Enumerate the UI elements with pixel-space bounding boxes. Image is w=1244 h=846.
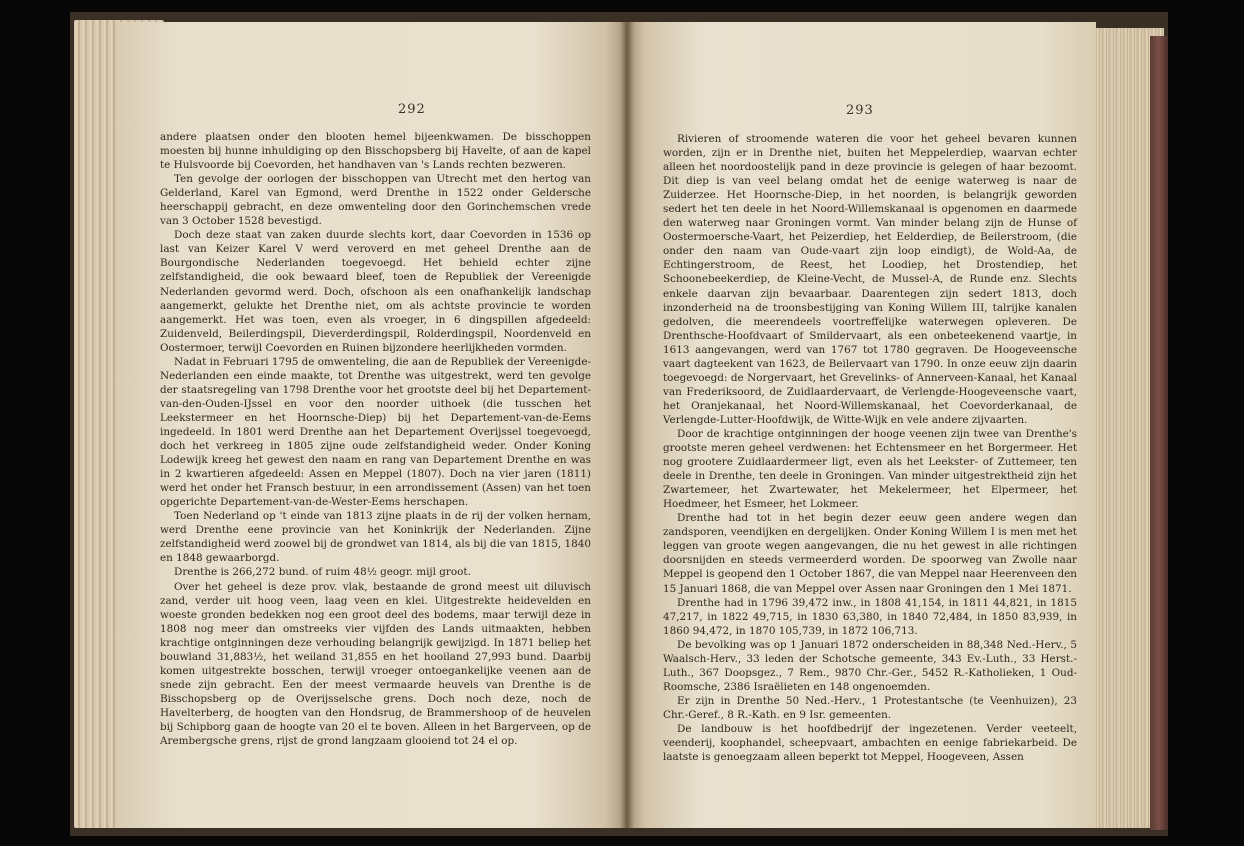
book-gutter bbox=[620, 22, 634, 828]
paragraph: Er zijn in Drenthe 50 Ned.-Herv., 1 Protestantsche (te Veenhuizen), 23 Chr.-Geref., 8 R.-Kath. en 9 Isr. gemeenten. bbox=[663, 694, 1077, 721]
paragraph: Drenthe had tot in het begin dezer eeuw geen andere wegen dan zandsporen, veendijken en dergelijken. Onder Koning Willem I is men met het leggen van groote wegen aangevangen, die nu het gewest in alle richtingen doorsnijden en steeds vermeerderd worden. De spoorweg van Zwolle naar Meppel is geopend den 1 October 1867, die van Meppel naar Heerenveen den 15 Januari 1868, die van Meppel over Assen naar Groningen den 1 Mei 1871. bbox=[663, 512, 1077, 595]
left-page-text bbox=[160, 130, 591, 748]
paragraph: Rivieren of stroomende wateren die voor het geheel bevaren kunnen worden, zijn er in Drenthe niet, buiten het Meppelerdiep, waarvan echter alleen het noordoostelijk pand in deze provincie is gelegen of haar bezoomt. Dit diep is van veel belang omdat het de eenige waterweg is naar de Zuiderzee. Het Hoornsche-Diep, in het noorden, is belangrijk geworden sedert het ten deele in het Noord-Willemskanaal is opgenomen en daarmede den waterweg naar Groningen vormt. Van minder belang zijn de Hunse of Oostermoersche-Vaart, het Peizerdiep, het Eelderdiep, de Beilerstroom, (die onder den naam van Oude-vaart zijn loop eindigt), de Wold-Aa, de Echtingerstroom, de Reest, het Loodiep, het Drostendiep, het Schoonebeekerdiep, de Kleine-Vecht, de Mussel-A, de Runde enz. Slechts enkele daarvan zijn bevaarbaar. Daarentegen zijn sedert 1813, doch inzonderheid na de troonsbestijging van Koning Willem III, talrijke kanalen gedolven, die meerendeels voortreffelijke waterwegen opleveren. De Drenthsche-Hoofdvaart of Smildervaart, als een onbeteekenend vaartje, in 1613 aangevangen, werd van 1767 tot 1780 gegraven. De Hoogeveensche vaart dagteekent van 1623, de Beilervaart van 1790. In onze eeuw zijn daarin toegevoegd: de Norgervaart, het Grevelinks- of Annerveen-Kanaal, het Kanaal van Frederiksoord, de Zuidlaardervaart, de Verlengde-Hoogeveensche vaart, het Oranjekanaal, het Noord-Willemskanaal, het Coevorderkanaal, de Verlengde-Lutter-Hoofdwijk, de Witte-Wijk en vele andere zijvaarten. bbox=[663, 133, 1077, 426]
paragraph: Door de krachtige ontginningen der hooge veenen zijn twee van Drenthe's grootste meren geheel verdwenen: het Echtensmeer en het Borgermeer. Het nog grootere Zuidlaardermeer ligt, even als het Leekster- of Zuttemeer, ten deele in Drenthe, ten deele in Groningen. Van minder uitgestrektheid zijn het Zwartemeer, het Zwartewater, het Mekelermeer, het Elpermeer, het Hoedmeer, het Esmeer, het Lokmeer. bbox=[663, 427, 1077, 511]
paragraph: Nadat in Februari 1795 de omwenteling, die aan de Republiek der Vereenigde-Nederlanden een einde maakte, tot Drenthe was uitgestrekt, werd ten gevolge der staatsregeling van 1798 Drenthe voor het grootste deel bij het Departement-van-den-Ouden-IJssel en voor den noorder uithoek (die tusschen het Leekstermeer en het Hoornsche-Diep) bij het Departement-van-de-Eems ingedeeld. In 1801 werd Drenthe aan het Departement Overijssel toegevoegd, doch het verkreeg in 1805 zijne oude zelfstandigheid weder. Onder Koning Lodewijk kreeg het gewest den naam en rang van Departement Drenthe en was in 2 kwartieren afgedeeld: Assen en Meppel (1807). Doch na vier jaren (1811) werd het onder het Fransch bestuur, in een arrondissement (Assen) van het toen opgerichte Departement-van-de-Wester-Eems herschapen. bbox=[160, 355, 591, 509]
right-page-number: 293 bbox=[846, 103, 874, 118]
paragraph: Toen Nederland op 't einde van 1813 zijne plaats in de rij der volken hernam, werd Drenthe eene provincie van het Koninkrijk der Nederlanden. Zijne zelfstandigheid werd zoowel bij de grondwet van 1814, als bij die van 1815, 1840 en 1848 gewaarborgd. bbox=[160, 510, 591, 565]
paragraph: Doch deze staat van zaken duurde slechts kort, daar Coevorden in 1536 op last van Keizer Karel V werd veroverd en met geheel Drenthe aan de Bourgondische Nederlanden toegevoegd. Het behield echter zijne zelfstandigheid, die ook bewaard bleef, toen de Republiek der Vereenigde Nederlanden gevormd werd. Doch, ofschoon als een onafhankelijk landschap aangemerkt, gelukte het Drenthe niet, om als achtste provincie te worden aangemerkt. Het was toen, even als vroeger, in 6 dingspillen afgedeeld: Zuidenveld, Beilerdingspil, Dieverderdingspil, Rolderdingspil, Noordenveld en Oostermoer, terwijl Coevorden en Ruinen bijzondere heerlijkheden vormden. bbox=[160, 229, 591, 354]
paragraph: Ten gevolge der oorlogen der bisschoppen van Utrecht met den hertog van Gelderland, Karel van Egmond, werd Drenthe in 1522 onder Geldersche heerschappij gebracht, en deze omwenteling door den Gorinchemschen vrede van 3 October 1528 bevestigd. bbox=[160, 173, 591, 228]
paragraph: Drenthe had in 1796 39,472 inw., in 1808 41,154, in 1811 44,821, in 1815 47,217, in 1822 49,715, in 1830 63,380, in 1840 72,484, in 1850 83,939, in 1860 94,472, in 1870 105,739, in 1872 106,713. bbox=[663, 596, 1077, 637]
right-page-text bbox=[663, 132, 1077, 764]
paragraph: Drenthe is 266,272 bund. of ruim 48½ geogr. mijl groot. bbox=[174, 566, 471, 579]
paragraph: De landbouw is het hoofdbedrijf der ingezetenen. Verder veeteelt, veenderij, koophandel, scheepvaart, ambachten en eenige fabriekarbeid. De laatste is genoegzaam alleen beperkt tot Meppel, Hoogeveen, Assen bbox=[663, 722, 1077, 764]
paragraph: De bevolking was op 1 Januari 1872 onderscheiden in 88,348 Ned.-Herv., 5 Waalsch-Herv., 33 leden der Schotsche gemeente, 343 Ev.-Luth., 33 Herst.-Luth., 367 Doopsgez., 7 Rem., 9870 Chr.-Ger., 5452 R.-Katholieken, 1 Oud-Roomsche, 2386 Israëlieten en 148 ongenoemden. bbox=[663, 638, 1077, 693]
paragraph: andere plaatsen onder den blooten hemel bijeenkwamen. De bisschoppen moesten bij hunne inhuldiging op den Bisschopsberg bij Havelte, of aan de kapel te Hulsvoorde bij Coevorden, het handhaven van 's Lands rechten bezweren. bbox=[160, 131, 591, 172]
paragraph: Over het geheel is deze prov. vlak, bestaande de grond meest uit diluvisch zand, verder uit hoog veen, laag veen en klei. Uitgestrekte heidevelden en woeste gronden bedekken nog een groot deel des bodems, maar terwijl deze in 1808 nog meer dan omstreeks vier vijfden des Lands uitmaakten, hebben krachtige ontginningen deze verhouding belangrijk gewijzigd. In 1871 beliep het bouwland 31,883½, het weiland 31,855 en het hooiland 27,993 bund. Daarbij komen uitgestrekte bosschen, terwijl vroeger ontoegankelijke veenen aan de snede zijn gebracht. Een der meest vermaarde heuvels van Drenthe is de Bisschopsberg op de Overijsselsche grens. Doch noch deze, noch de Havelterberg, de hoogten van den Hondsrug, de Brammershoop of de heuvelen bij Schipborg gaan de hoogte van 20 el te boven. Alleen in het Bargerveen, op de Arembergsche grens, rijst de grond langzaam glooiend tot 24 el op. bbox=[160, 580, 591, 748]
book-cover-edge bbox=[1150, 36, 1168, 830]
left-page-number: 292 bbox=[398, 102, 426, 117]
